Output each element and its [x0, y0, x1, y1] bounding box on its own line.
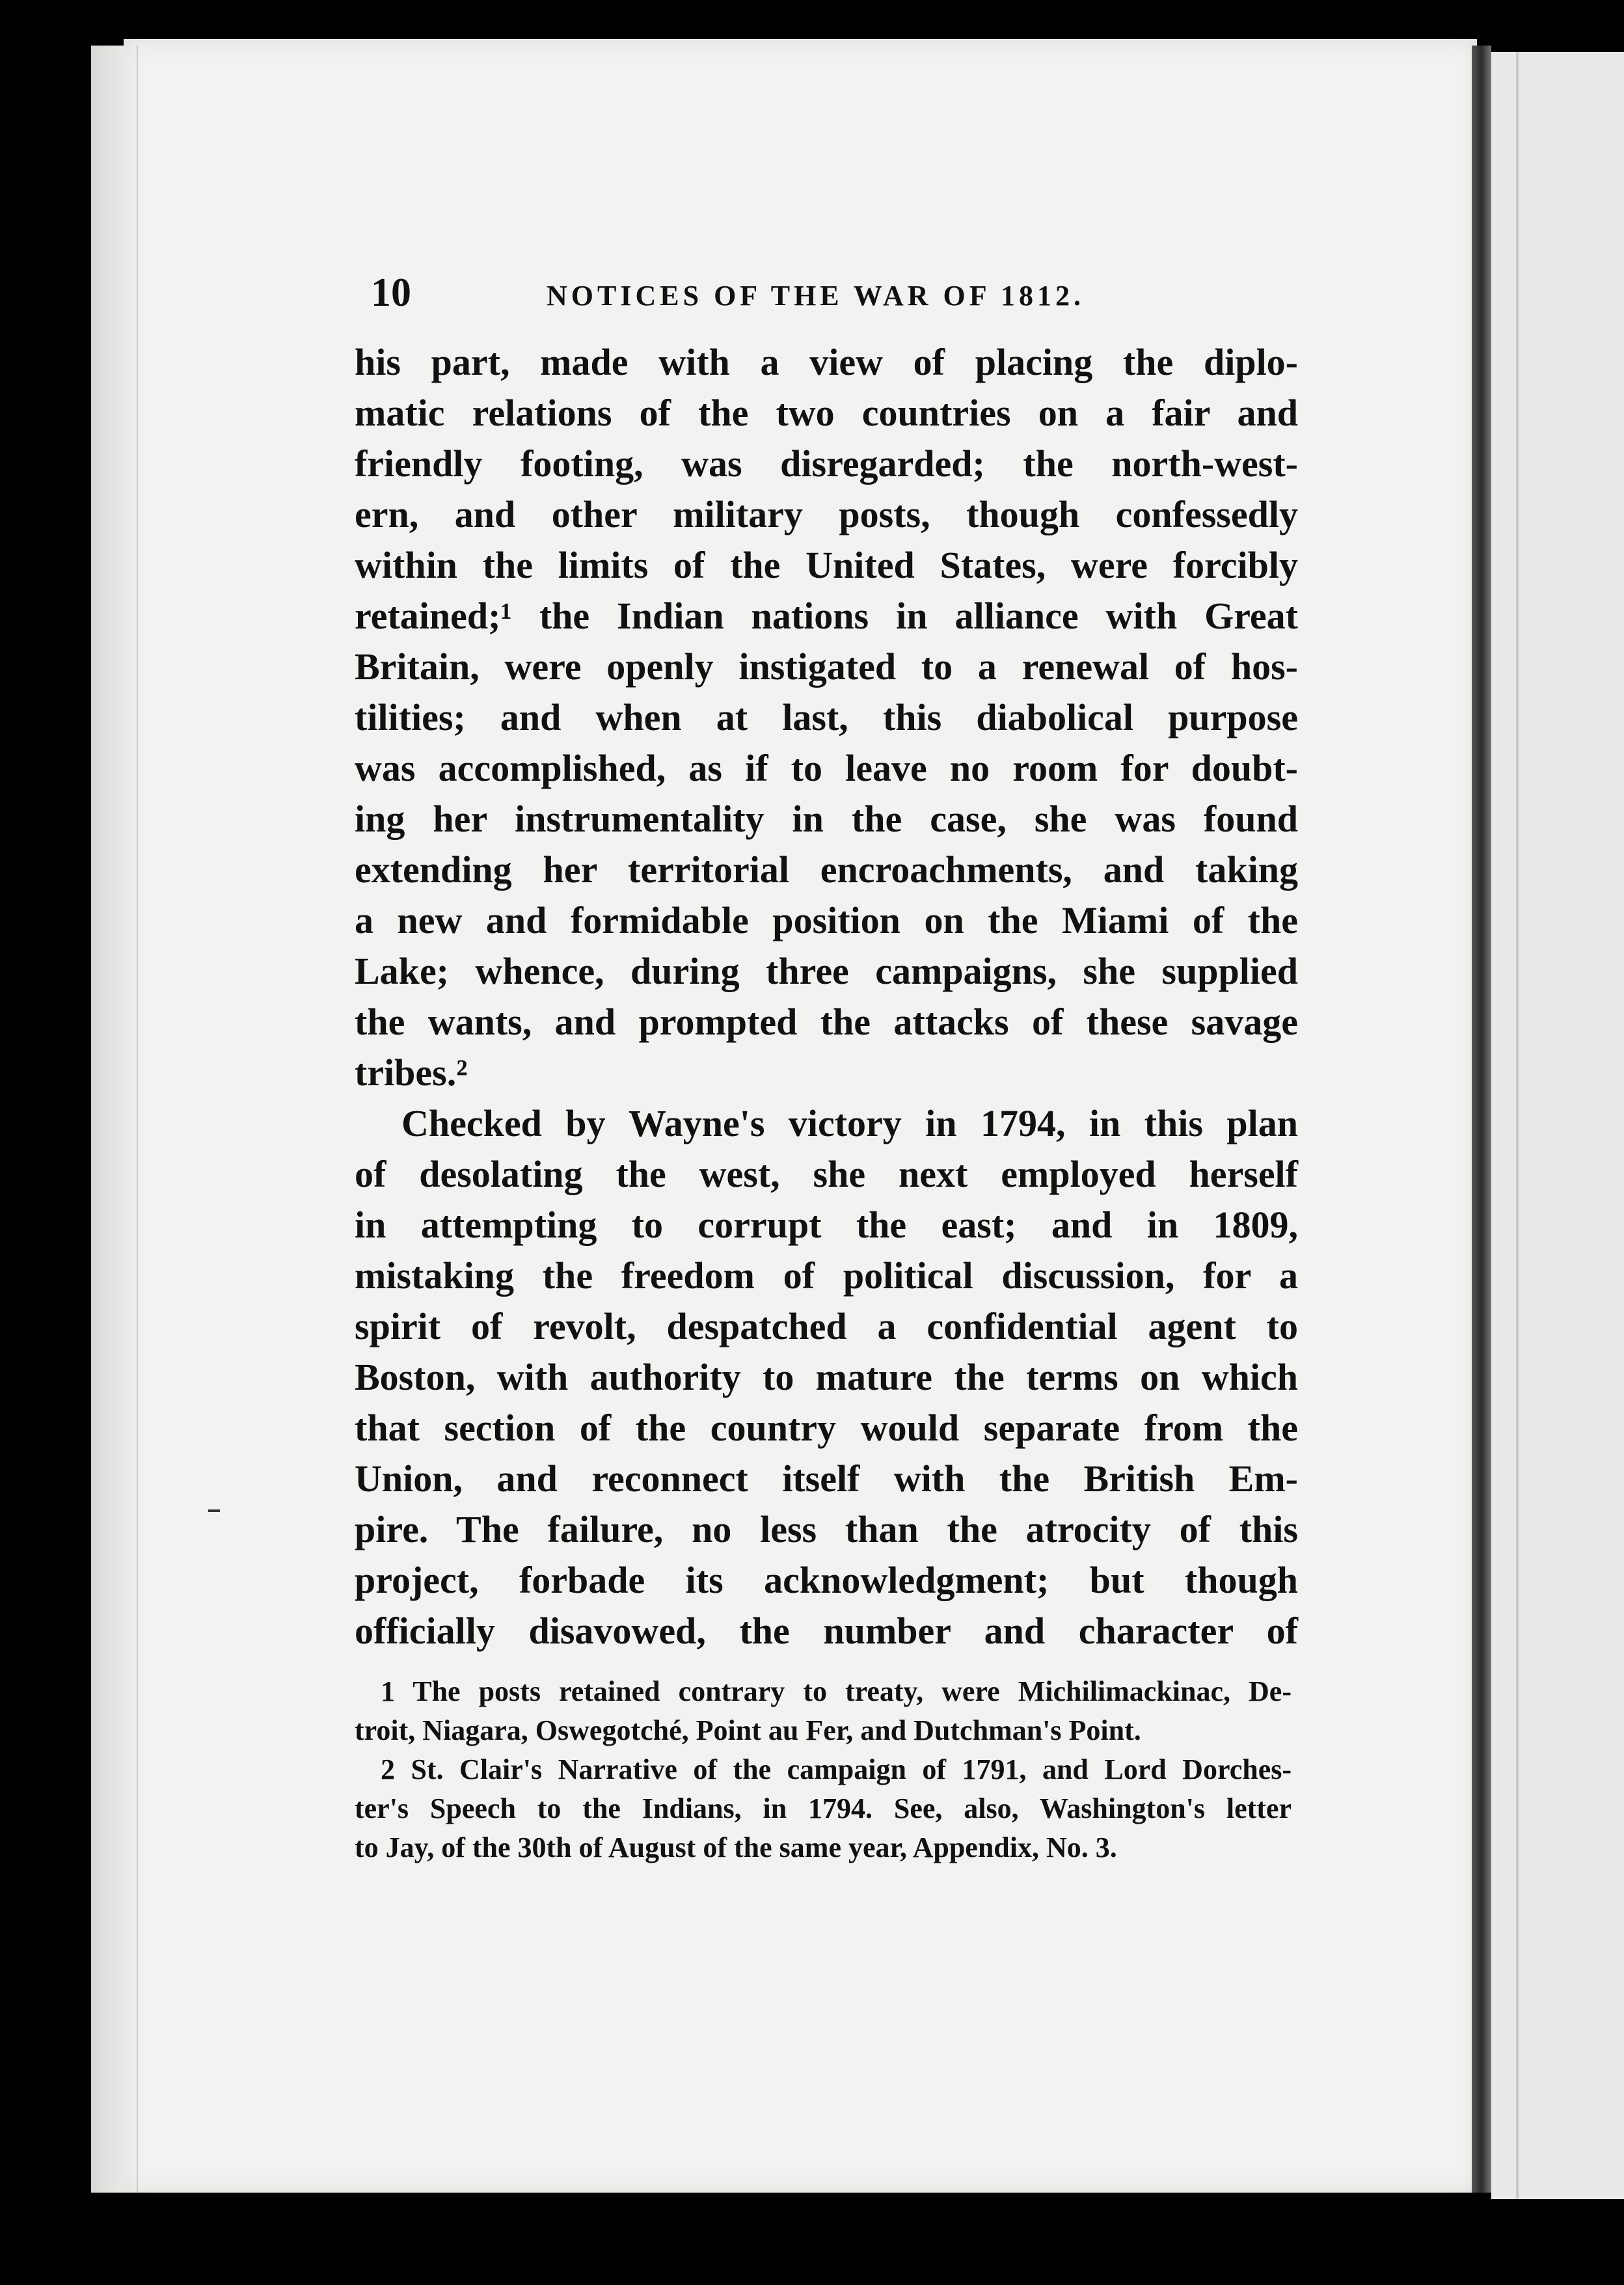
- facing-page-edge: [1491, 52, 1624, 2199]
- facing-page-line: [1516, 52, 1519, 2199]
- footnote-line: to Jay, of the 30th of August of the same year, Appendix, No. 3.: [355, 1832, 1117, 1863]
- body-text: [355, 337, 1298, 1656]
- footnote-line: 2 St. Clair's Narrative of the campaign of 1791, and Lord Dorches-: [381, 1753, 1292, 1785]
- body-line: extending her territorial encroachments, and taking: [355, 848, 1298, 891]
- body-line: Lake; whence, during three campaigns, she supplied: [355, 950, 1298, 992]
- body-line: Britain, were openly instigated to a renewal of hos-: [355, 645, 1298, 688]
- footnote-line: 1 The posts retained contrary to treaty, were Michilimackinac, De-: [381, 1675, 1292, 1707]
- footnote-line: troit, Niagara, Oswegotché, Point au Fer, and Dutchman's Point.: [355, 1714, 1141, 1746]
- body-line: Boston, with authority to mature the terms on which: [355, 1356, 1298, 1398]
- body-line: in attempting to corrupt the east; and in 1809,: [355, 1204, 1298, 1246]
- body-line: Checked by Wayne's victory in 1794, in this plan: [401, 1102, 1298, 1144]
- body-line: ern, and other military posts, though confessedly: [355, 493, 1298, 535]
- book-spine: [1472, 46, 1491, 2193]
- body-line: tilities; and when at last, this diabolical purpose: [355, 696, 1298, 738]
- body-line: his part, made with a view of placing the diplo-: [355, 341, 1298, 383]
- body-line: was accomplished, as if to leave no room for doubt-: [355, 747, 1298, 789]
- footnotes: [355, 1672, 1292, 1867]
- body-line: that section of the country would separate from the: [355, 1407, 1298, 1449]
- body-line: friendly footing, was disregarded; the north-west-: [355, 442, 1298, 485]
- body-line: tribes.²: [355, 1051, 468, 1094]
- body-line: Union, and reconnect itself with the British Em-: [355, 1457, 1298, 1500]
- body-line: ing her instrumentality in the case, she was found: [355, 798, 1298, 840]
- body-line: matic relations of the two countries on a fair and: [355, 392, 1298, 434]
- footnote-line: ter's Speech to the Indians, in 1794. See, also, Washington's letter: [355, 1792, 1292, 1824]
- margin-mark: [208, 1509, 220, 1512]
- body-line: pire. The failure, no less than the atrocity of this: [355, 1508, 1298, 1550]
- body-line: a new and formidable position on the Miami of the: [355, 899, 1298, 941]
- body-line: the wants, and prompted the attacks of these savage: [355, 1001, 1298, 1043]
- page-number: 10: [371, 271, 411, 315]
- body-line: spirit of revolt, despatched a confidential agent to: [355, 1305, 1298, 1347]
- body-line: of desolating the west, she next employed herself: [355, 1153, 1298, 1195]
- running-head: [371, 264, 1301, 335]
- body-line: mistaking the freedom of political discussion, for a: [355, 1254, 1298, 1297]
- page-inner-border: [137, 46, 138, 2193]
- body-line: retained;¹ the Indian nations in alliance with Great: [355, 595, 1298, 637]
- body-line: project, forbade its acknowledgment; but though: [355, 1559, 1298, 1601]
- running-title: NOTICES OF THE WAR OF 1812.: [547, 280, 1085, 312]
- body-line: officially disavowed, the number and character of: [355, 1610, 1298, 1652]
- body-line: within the limits of the United States, were forcibly: [355, 544, 1298, 586]
